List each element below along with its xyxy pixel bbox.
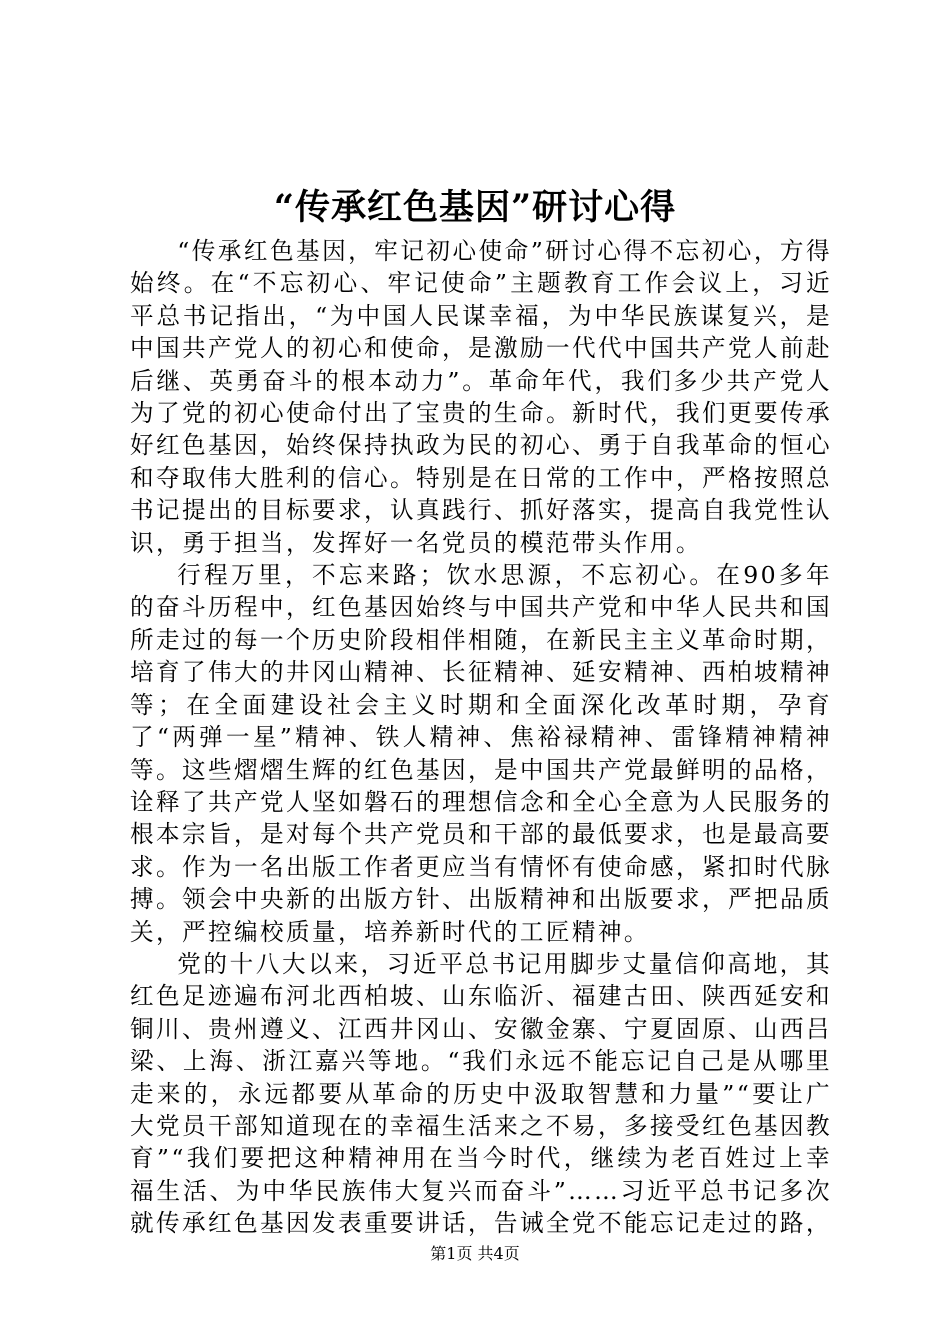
document-body xyxy=(130,235,832,1240)
page-footer: 第1页 共4页 xyxy=(430,1244,520,1263)
paragraph-1: “传承红色基因，牢记初心使命”研讨心得不忘初心，方得始终。在“不忘初心、牢记使命”主题教育工作会议上，习近平总书记指出，“为中国人民谋幸福，为中华民族谋复兴，是中国共产党人的初心和使命，是激励一代代中国共产党人前赴后继、英勇奋斗的根本动力”。革命年代，我们多少共产党人为了党的初心使命付出了宝贵的生命。新时代，我们更要传承好红色基因，始终保持执政为民的初心、勇于自我革命的恒心和夺取伟大胜利的信心。特别是在日常的工作中，严格按照总书记提出的目标要求，认真践行、抓好落实，提高自我党性认识，勇于担当，发挥好一名党员的模范带头作用。 xyxy=(130,237,832,557)
paragraph-2: 行程万里，不忘来路；饮水思源，不忘初心。在90多年的奋斗历程中，红色基因始终与中国共产党和中华人民共和国所走过的每一个历史阶段相伴相随，在新民主主义革命时期，培育了伟大的井冈山精神、长征精神、延安精神、西柏坡精神等；在全面建设社会主义时期和全面深化改革时期，孕育了“两弹一星”精神、铁人精神、焦裕禄精神、雷锋精神精神等。这些熠熠生辉的红色基因，是中国共产党最鲜明的品格，诠释了共产党人坚如磐石的理想信念和全心全意为人民服务的根本宗旨，是对每个共产党员和干部的最低要求，也是最高要求。作为一名出版工作者更应当有情怀有使命感，紧扣时代脉搏。领会中央新的出版方针、出版精神和出版要求，严把品质关，严控编校质量，培养新时代的工匠精神。 xyxy=(130,561,832,946)
paragraph-3: 党的十八大以来，习近平总书记用脚步丈量信仰高地，其红色足迹遍布河北西柏坡、山东临沂、福建古田、陕西延安和铜川、贵州遵义、江西井冈山、安徽金寨、宁夏固原、山西吕梁、上海、浙江嘉兴等地。“我们永远不能忘记自己是从哪里走来的，永远都要从革命的历史中汲取智慧和力量”“要让广大党员干部知道现在的幸福生活来之不易，多接受红色基因教育”“我们要把这种精神用在当今时代，继续为老百姓过上幸福生活、为中华民族伟大复兴而奋斗”……习近平总书记多次就传承红色基因发表重要讲话，告诫全党不能忘记走过的路， xyxy=(130,949,832,1238)
document-title: “传承红色基因”研讨心得 xyxy=(273,187,677,228)
